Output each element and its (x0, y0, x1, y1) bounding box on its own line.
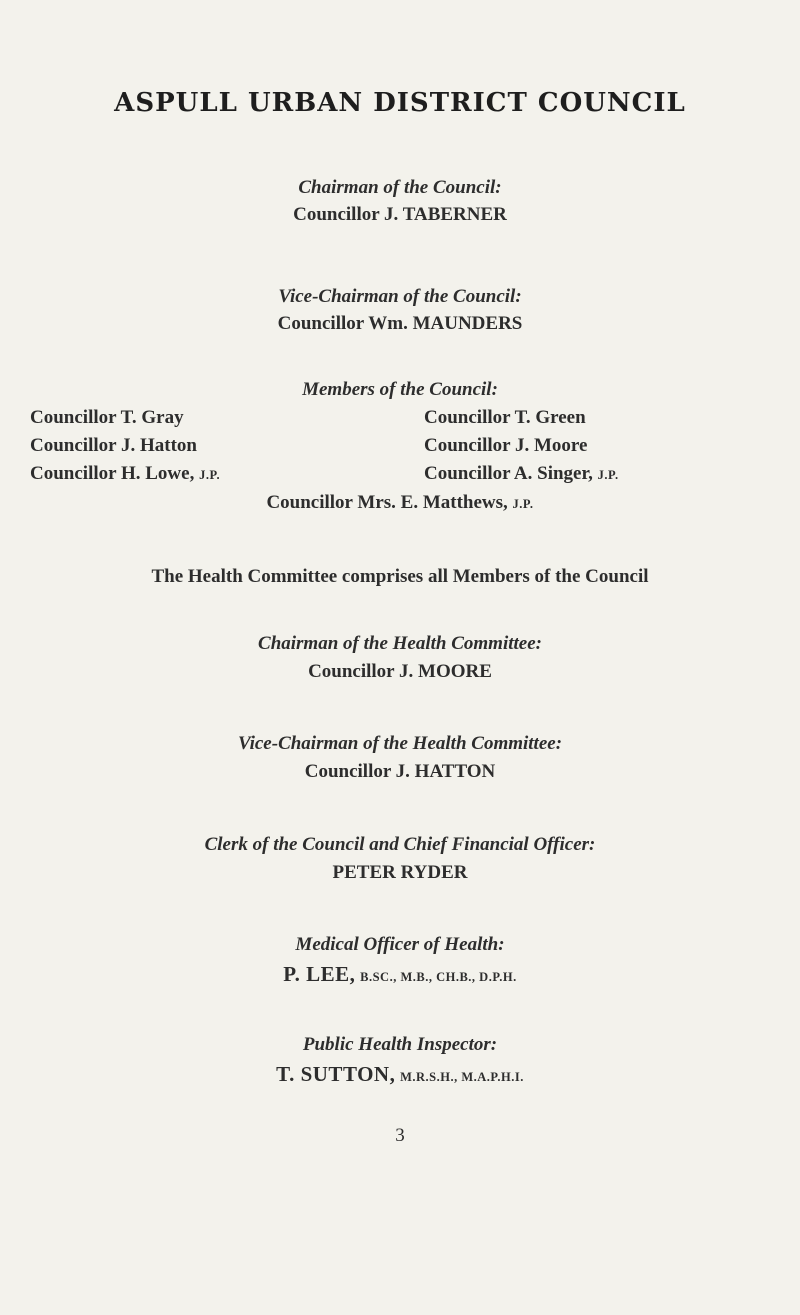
member-right-3 (424, 463, 619, 485)
council-chairman-name: Councillor J. TABERNER (293, 204, 507, 225)
member-left-2: Councillor J. Hatton (30, 435, 197, 456)
member-right-3-suffix: J.P. (597, 468, 619, 482)
member-right-1: Councillor T. Green (424, 407, 586, 428)
health-vice-chairman-role: Vice-Chairman of the Health Committee: (237, 733, 563, 754)
member-left-3-name: Councillor H. Lowe, (30, 463, 195, 484)
council-vice-chairman-role: Vice-Chairman of the Council: (278, 286, 522, 307)
council-chairman-role: Chairman of the Council: (298, 177, 502, 198)
member-left-1: Councillor T. Gray (30, 407, 184, 428)
member-right-2: Councillor J. Moore (424, 435, 588, 456)
moh-qualifications: B.SC., M.B., CH.B., D.P.H. (360, 970, 517, 984)
health-committee-note: The Health Committee comprises all Members of the Council (151, 566, 649, 587)
member-right-3-name: Councillor A. Singer, (424, 463, 593, 484)
clerk-role: Clerk of the Council and Chief Financial Officer: (204, 834, 596, 855)
moh-role: Medical Officer of Health: (295, 934, 505, 955)
phi-name-line (0, 1062, 800, 1087)
member-centered-suffix: J.P. (512, 497, 534, 511)
phi-qualifications: M.R.S.H., M.A.P.H.I. (400, 1070, 524, 1084)
clerk-name: PETER RYDER (332, 862, 468, 883)
phi-role: Public Health Inspector: (302, 1034, 498, 1055)
health-vice-chairman-name: Councillor J. HATTON (304, 761, 496, 782)
council-vice-chairman-name: Councillor Wm. MAUNDERS (277, 313, 523, 334)
page-number: 3 (395, 1125, 405, 1146)
health-chairman-name: Councillor J. MOORE (308, 661, 492, 682)
member-centered (0, 492, 800, 514)
document-title: ASPULL URBAN DISTRICT COUNCIL (114, 88, 686, 118)
member-left-3 (30, 463, 220, 485)
member-left-3-suffix: J.P. (199, 468, 221, 482)
health-chairman-role: Chairman of the Health Committee: (258, 633, 542, 654)
moh-name: P. LEE, (283, 962, 356, 986)
members-heading: Members of the Council: (302, 379, 498, 400)
phi-name: T. SUTTON, (276, 1062, 396, 1086)
moh-name-line (0, 962, 800, 987)
member-centered-name: Councillor Mrs. E. Matthews, (266, 492, 508, 513)
